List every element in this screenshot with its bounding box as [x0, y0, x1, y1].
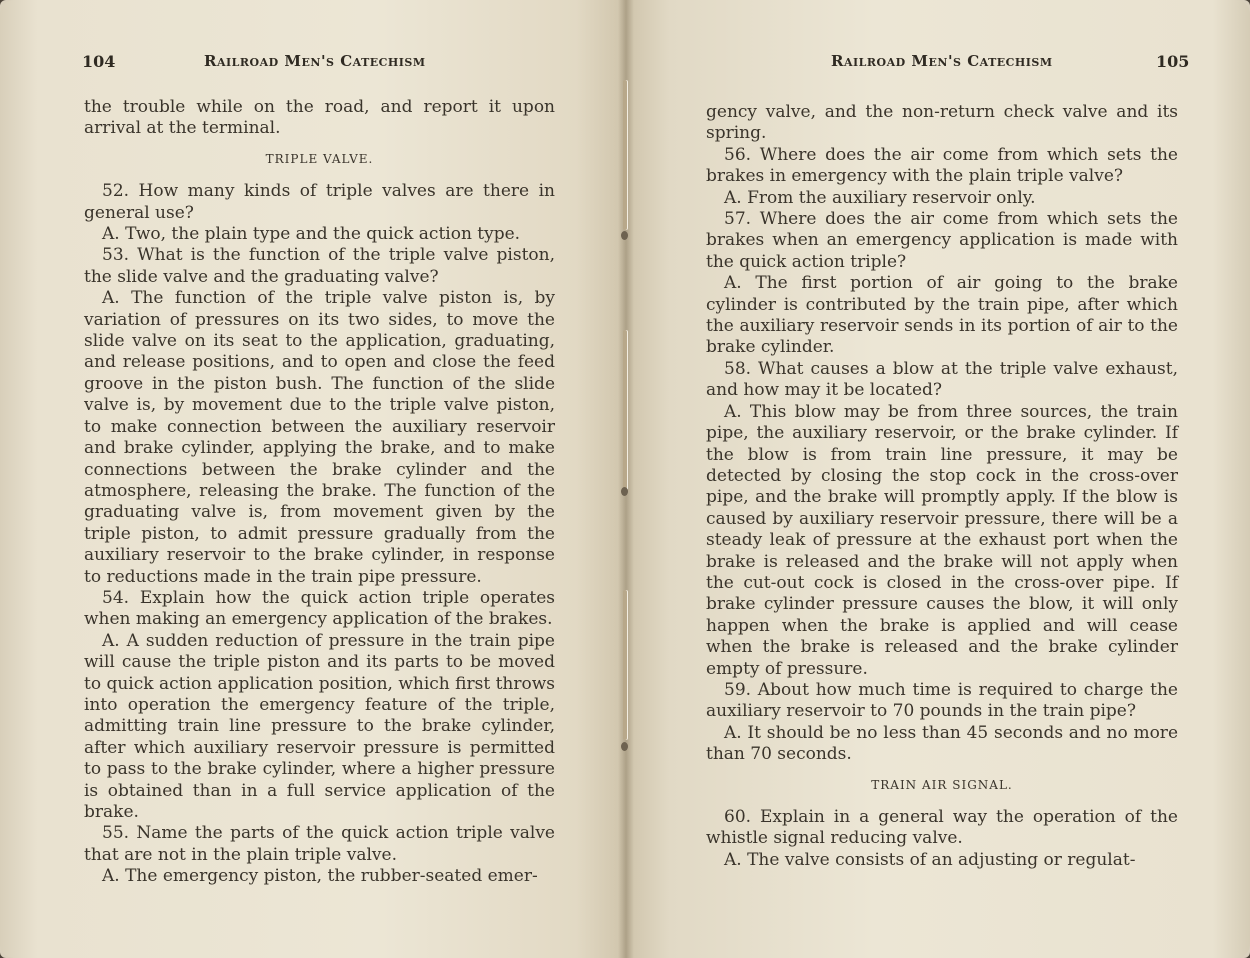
paragraph: gency valve, and the non-return check valve and its spring.: [706, 102, 1178, 144]
answer: A. This blow may be from three sources, the train pipe, the auxiliary reservoir, or the brake cylinder. If the blow is from train line pressure, it may be detected by closing the stop cock in the cross-over pipe, and the brake will promptly apply. If the blow is caused by auxiliary reservoir pressure, there will be a steady leak of pressure at the exhaust port when the brake is released and the brake will not apply when the cut-out cock is closed in the cross-over pipe. If brake cylinder pressure causes the blow, it will only happen when the brake is applied and will cease when the brake is released and the brake cylinder empty of pressure.: [706, 401, 1178, 679]
page-body: [706, 102, 1178, 871]
answer: A. The function of the triple valve piston is, by variation of pressures on its two sides, to move the slide valve on its seat to the application, graduating, and release positions, and to open and close the feed groove in the piston bush. The function of the slide valve is, by movement due to the triple valve piston, to make connection between the auxiliary reservoir and brake cylinder, applying the brake, and to make connections between the brake cylinder and the atmosphere, releasing the brake. The function of the graduating valve is, from movement given by the triple piston, to admit pressure gradually from the auxiliary reservoir to the brake cylinder, in response to reductions made in the train pipe pressure.: [84, 288, 555, 587]
answer: A. Two, the plain type and the quick action type.: [102, 224, 521, 245]
question: 60. Explain in a general way the operation of the whistle signal reducing valve.: [706, 807, 1178, 849]
binding-hole-icon: [621, 231, 628, 240]
section-heading: TRAIN AIR SIGNAL.: [871, 777, 1013, 792]
answer: A. The valve consists of an adjusting or regulat-: [724, 849, 1136, 870]
question: 58. What causes a blow at the triple valve exhaust, and how may it be located?: [706, 358, 1178, 401]
question: 59. About how much time is required to charge the auxiliary reservoir to 70 pounds in the train pipe?: [706, 679, 1178, 722]
page-number: 105: [1156, 52, 1190, 71]
binding-hole-icon: [621, 487, 628, 496]
answer: A. The emergency piston, the rubber-seated emer-: [102, 866, 538, 887]
section-heading: TRIPLE VALVE.: [265, 151, 374, 166]
question: 52. How many kinds of triple valves are there in general use?: [84, 181, 555, 223]
running-head: Railroad Men's Catechism: [204, 52, 426, 70]
answer: A. From the auxiliary reservoir only.: [724, 187, 1036, 208]
answer: A. It should be no less than 45 seconds and no more than 70 seconds.: [706, 722, 1178, 765]
page-body: [84, 97, 555, 888]
answer: A. The first portion of air going to the brake cylinder is contributed by the train pipe, after which the auxiliary reservoir sends in its portion of air to the brake cylinder.: [706, 273, 1178, 358]
answer: A. A sudden reduction of pressure in the train pipe will cause the triple piston and its parts to be moved to quick action application position, which first throws into operation the emergency feature of the triple, admitting train line pressure to the brake cylinder, after which auxiliary reservoir pressure is permitted to pass to the brake cylinder, where a higher pressure is obtained than in a full service application of the brake.: [84, 630, 555, 822]
binding-hole-icon: [621, 742, 628, 751]
question: 54. Explain how the quick action triple operates when making an emergency application of the brakes.: [84, 587, 555, 630]
right-page: [626, 0, 1250, 958]
page-number: 104: [82, 52, 116, 71]
question: 53. What is the function of the triple valve piston, the slide valve and the graduating valve?: [84, 245, 555, 287]
binding-stitch: [623, 590, 627, 740]
paragraph: the trouble while on the road, and report it upon arrival at the terminal.: [84, 97, 555, 139]
question: 56. Where does the air come from which sets the brakes in emergency with the plain triple valve?: [706, 144, 1178, 187]
question: 55. Name the parts of the quick action triple valve that are not in the plain triple valve.: [84, 823, 555, 865]
question: 57. Where does the air come from which sets the brakes when an emergency application is made with the quick action triple?: [706, 209, 1178, 272]
running-head: Railroad Men's Catechism: [831, 52, 1053, 70]
binding-stitch: [623, 330, 627, 490]
binding-stitch: [623, 80, 627, 230]
